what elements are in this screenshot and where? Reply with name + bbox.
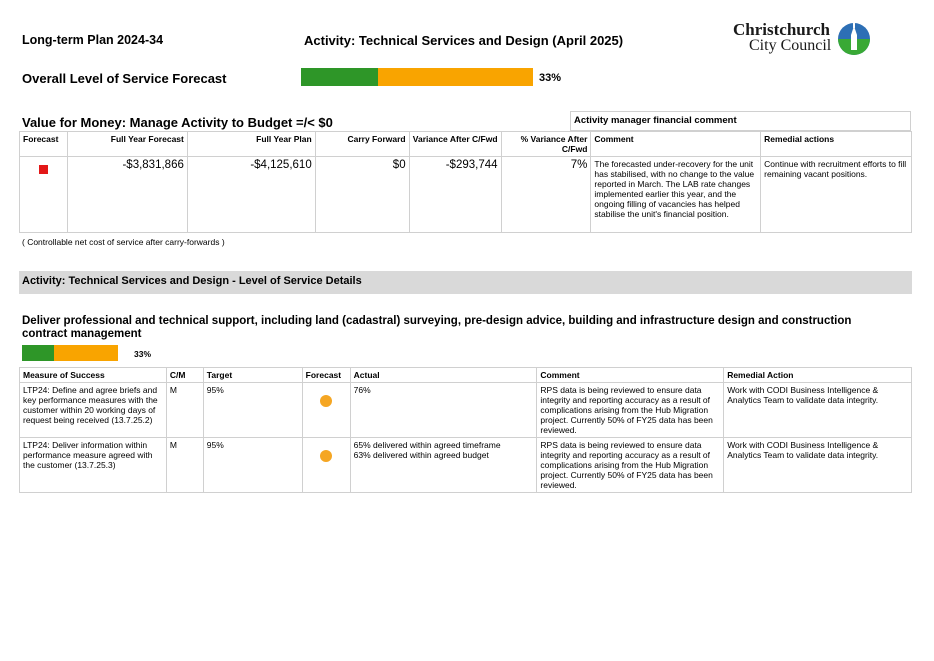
vfm-note: ( Controllable net cost of service after carry-forwards ) xyxy=(22,237,225,247)
remedial-text: Work with CODI Business Intelligence & Analytics Team to validate data integrity. xyxy=(724,383,912,438)
los-heading: Deliver professional and technical support, including land (cadastral) surveying, pre-design advice, building and infrastructure design and construction contract management xyxy=(22,315,852,340)
remedial-actions-text: Continue with recruitment efforts to fill remaining vacant positions. xyxy=(761,157,912,233)
col-variance: Variance After C/Fwd xyxy=(409,132,501,157)
plan-title: Long-term Plan 2024-34 xyxy=(22,33,164,47)
activity-title: Activity: Technical Services and Design (April 2025) xyxy=(304,33,624,48)
measure-text: LTP24: Deliver information within performance measure agreed with the customer (13.7.25.3) xyxy=(20,438,167,493)
actual-value: 76% xyxy=(350,383,537,438)
los-percent: 33% xyxy=(134,349,152,359)
col-carry-forward: Carry Forward xyxy=(315,132,409,157)
cm-value: M xyxy=(166,383,203,438)
overall-los-label: Overall Level of Service Forecast xyxy=(22,71,227,86)
logo-line1: Christchurch xyxy=(733,20,830,39)
vfm-title: Value for Money: Manage Activity to Budget =/< $0 xyxy=(22,115,333,130)
full-year-forecast-value: -$3,831,866 xyxy=(67,157,187,233)
comment-text: RPS data is being reviewed to ensure data integrity and reporting accuracy as a result of complications arising from the Hub Migration project. Currently 50% of FY25 data has been reviewed. xyxy=(537,438,724,493)
financial-comment-box xyxy=(570,111,911,131)
overall-bar-orange xyxy=(378,68,533,86)
forecast-cell xyxy=(302,438,350,493)
col-actual: Actual xyxy=(350,368,537,383)
overall-percent: 33% xyxy=(539,72,562,84)
col-los-forecast: Forecast xyxy=(302,368,350,383)
col-los-comment: Comment xyxy=(537,368,724,383)
table-row xyxy=(20,438,912,493)
cathedral-emblem-icon xyxy=(837,22,871,56)
forecast-cell xyxy=(20,157,68,233)
actual-value: 65% delivered within agreed timeframe 63% delivered within agreed budget xyxy=(350,438,537,493)
los-bar-green xyxy=(22,345,54,361)
carry-forward-value: $0 xyxy=(315,157,409,233)
comment-text: RPS data is being reviewed to ensure data integrity and reporting accuracy as a result of complications arising from the Hub Migration project. Currently 50% of FY25 data has been reviewed. xyxy=(537,383,724,438)
target-value: 95% xyxy=(203,438,302,493)
red-status-square-icon xyxy=(39,165,48,174)
overall-los-bar xyxy=(301,68,533,86)
council-logo xyxy=(733,20,883,60)
pct-variance-value: 7% xyxy=(501,157,591,233)
amber-status-dot-icon xyxy=(320,395,332,407)
variance-value: -$293,744 xyxy=(409,157,501,233)
logo-line2: City Council xyxy=(749,37,832,54)
full-year-plan-value: -$4,125,610 xyxy=(187,157,315,233)
col-remedial-action: Remedial Action xyxy=(724,368,912,383)
overall-bar-green xyxy=(301,68,378,86)
col-remedial: Remedial actions xyxy=(761,132,912,157)
col-cm: C/M xyxy=(166,368,203,383)
target-value: 95% xyxy=(203,383,302,438)
vfm-header-row xyxy=(20,132,912,157)
cm-value: M xyxy=(166,438,203,493)
vfm-data-row xyxy=(20,157,912,233)
remedial-text: Work with CODI Business Intelligence & Analytics Team to validate data integrity. xyxy=(724,438,912,493)
table-row xyxy=(20,383,912,438)
section-header xyxy=(19,271,912,294)
col-pct-variance: % Variance After C/Fwd xyxy=(501,132,591,157)
vfm-table xyxy=(19,131,912,233)
col-forecast: Forecast xyxy=(20,132,68,157)
los-table xyxy=(19,367,912,493)
financial-comment-title: Activity manager financial comment xyxy=(574,115,737,126)
col-full-year-plan: Full Year Plan xyxy=(187,132,315,157)
los-header-row xyxy=(20,368,912,383)
los-bar xyxy=(22,345,118,361)
col-measure: Measure of Success xyxy=(20,368,167,383)
col-comment: Comment xyxy=(591,132,761,157)
measure-text: LTP24: Define and agree briefs and key performance measures with the customer within 20 working days of request being received (13.7.25.2) xyxy=(20,383,167,438)
col-target: Target xyxy=(203,368,302,383)
amber-status-dot-icon xyxy=(320,450,332,462)
section-title: Activity: Technical Services and Design - Level of Service Details xyxy=(22,275,362,287)
financial-comment-text: The forecasted under-recovery for the unit has stabilised, with no change to the value reported in March. The LAB rate changes implemented earlier this year, and the ongoing filling of vacancies has helped stabilise the unit's financial position. xyxy=(591,157,761,233)
col-full-year-forecast: Full Year Forecast xyxy=(67,132,187,157)
los-bar-orange xyxy=(54,345,118,361)
forecast-cell xyxy=(302,383,350,438)
